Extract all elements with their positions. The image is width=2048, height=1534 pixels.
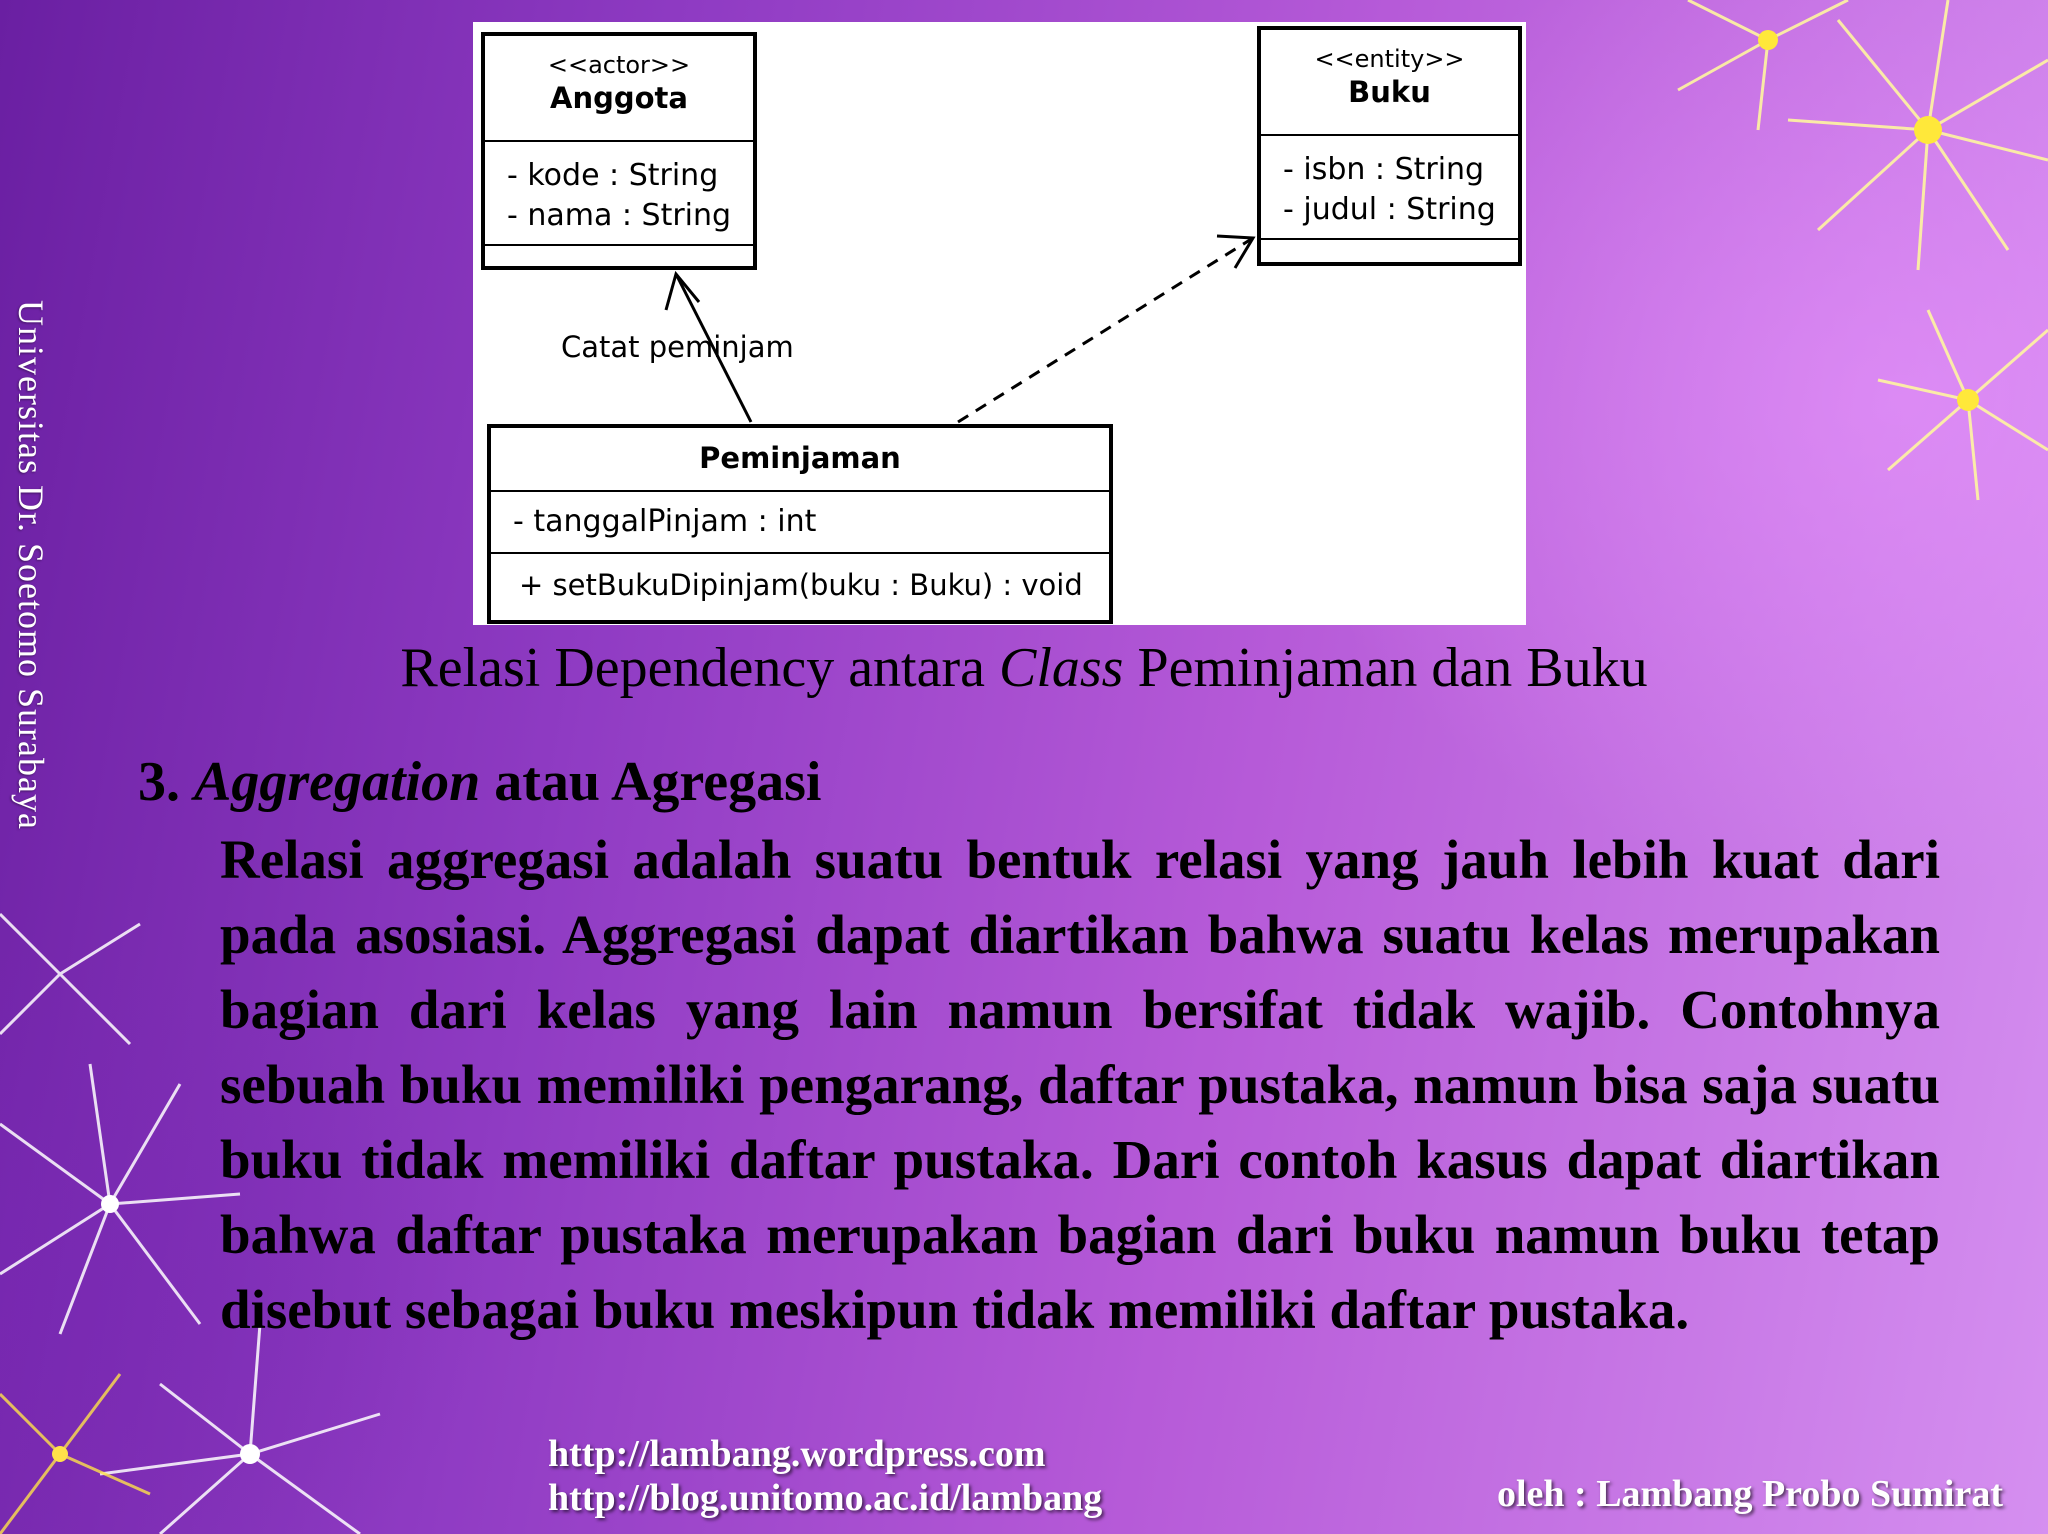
association-arrowhead bbox=[666, 274, 699, 310]
footer-link[interactable]: http://blog.unitomo.ac.id/lambang bbox=[548, 1477, 1103, 1519]
stereotype-label: <<entity>> bbox=[1314, 45, 1465, 73]
attribute: - kode : String bbox=[507, 158, 719, 193]
heading-text: atau Agregasi bbox=[480, 751, 822, 813]
diagram-caption bbox=[0, 636, 2048, 700]
section-heading bbox=[138, 750, 821, 814]
class-box-peminjaman bbox=[487, 424, 1113, 624]
class-name: Buku bbox=[1348, 75, 1431, 109]
class-name: Anggota bbox=[550, 81, 688, 115]
body-paragraph: Relasi aggregasi adalah suatu bentuk relasi yang jauh lebih kuat dari pada asosiasi. Aggregasi dapat diartikan bahwa suatu kelas merupakan bagian dari kelas yang lain namun bersifat tidak wajib. Contohnya sebuah buku memiliki pengarang, daftar pustaka, namun bisa saja suatu buku tidak memiliki daftar pustaka. Dari contoh kasus dapat diartikan bahwa daftar pustaka merupakan bagian dari buku namun buku tetap disebut sebagai buku meskipun tidak memiliki daftar pustaka. bbox=[220, 829, 1940, 1340]
class-name: Peminjaman bbox=[699, 441, 901, 475]
author-credit: oleh : Lambang Probo Sumirat bbox=[1496, 1473, 2003, 1515]
starburst-decoration-top-right bbox=[1588, 0, 2048, 520]
attribute: - nama : String bbox=[507, 198, 732, 233]
operation: + setBukuDipinjam(buku : Buku) : void bbox=[519, 568, 1083, 602]
footer-links bbox=[548, 1432, 1102, 1520]
class-box-buku bbox=[1257, 26, 1522, 266]
dependency-line bbox=[958, 238, 1253, 422]
caption-italic-text: Class bbox=[998, 637, 1124, 699]
attribute: - judul : String bbox=[1283, 192, 1496, 227]
uml-class-diagram bbox=[473, 22, 1526, 625]
class-box-anggota bbox=[481, 32, 757, 270]
caption-text: Relasi Dependency antara bbox=[400, 637, 999, 699]
stereotype-label: <<actor>> bbox=[547, 51, 691, 79]
heading-italic-text: Aggregation bbox=[194, 751, 481, 813]
footer-link[interactable]: http://lambang.wordpress.com bbox=[548, 1433, 1046, 1475]
association-label: Catat peminjam bbox=[561, 330, 794, 364]
heading-number: 3. bbox=[138, 751, 194, 813]
caption-text: Peminjaman dan Buku bbox=[1123, 637, 1648, 699]
attribute: - tanggalPinjam : int bbox=[513, 504, 817, 539]
attribute: - isbn : String bbox=[1283, 152, 1485, 187]
university-side-label: Universitas Dr. Soetomo Surabaya bbox=[11, 300, 51, 830]
